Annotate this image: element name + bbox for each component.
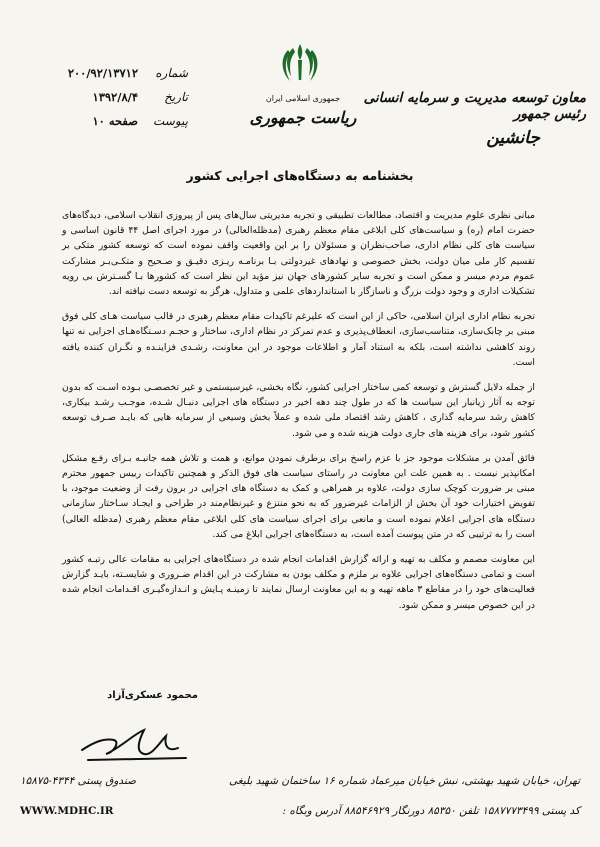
letter-subject: بخشنامه به دستگاه‌های اجرایی کشور	[186, 168, 414, 183]
national-emblem-icon	[278, 40, 322, 88]
attachment-value: ۱۰ صفحه	[92, 114, 138, 128]
deputy-title: جانشین	[486, 128, 540, 148]
body-paragraph: تجربه نظام اداری ایران اسلامی، حاکی از این است که علیرغم تاکیدات مقام معظم رهبری در قالب سیاست هـای کلی فوق مبنی بر چابک‌سازی، متناسب‌سازی، انعطاف‌پذیری و عدم تمرکز در نظام اداری، ساختار و حجـم دسـتگاه‌هـای اجرایی نه تنها روند کاهشی نداشته است، بلکه به استناد آمار و اطلاعات موجود در این معاونت، رشـدی فزاینـده و نگـران کننده یافته است.	[62, 311, 535, 368]
date-value: ۱۳۹۲/۸/۴	[92, 90, 138, 104]
footer-contact: کد پستی ۱۵۸۷۷۷۳۴۹۹ تلفن ۸۵۳۵۰ دورنگار ۸۸۵۴۶۹۲۹ آدرس وبگاه :	[282, 805, 580, 817]
letter-meta	[18, 66, 188, 138]
date-label: تاریخ	[164, 90, 188, 104]
letter-body	[62, 208, 535, 623]
letter-date-row	[18, 90, 188, 114]
letter-footer	[20, 775, 580, 835]
footer-website-link[interactable]: WWW.MDHC.IR	[20, 805, 114, 817]
office-title: معاون توسعه مدیریت و سرمایه انسانی رئیس جمهور	[363, 90, 586, 122]
attachment-label: پیوست	[153, 114, 188, 128]
letter-attachment-row	[18, 114, 188, 138]
footer-po-box: صندوق پستی ۴۳۴۴-۱۵۸۷۵	[20, 775, 137, 787]
number-label: شماره	[155, 66, 188, 80]
body-paragraph: این معاونت مصمم و مکلف به تهیه و ارائه گزارش اقدامات انجام شده در دستگاه‌های اجرایی به مقامات عالی رتبـه کشور است و تمامی دستگاه‌های اجرایی علاوه بر ملزم و مکلف بودن به مشارکت در این اقدام ضـروری و شایسـته، بایـد گزارش فعالیت‌های خود را در مقاطع ۳ ماهه تهیه و به این معاونت ارسال نمایند تا زمینـه پـایش و انـدازه‌گیـری اقـدامات انجام شده در این خصوص میسر و ممکن شود.	[62, 554, 535, 611]
body-paragraph: مبانی نظری علوم مدیریت و اقتصاد، مطالعات تطبیقی و تجربه مدیریتی سال‌های پس از پیروزی انقلاب اسلامی، دیدگاه‌های حضرت امام (ره) و سیاست‌های کلی ابلاغی مقام معظم رهبری (مدظله‌العالی) در مورد اجرای اصل ۴۴ قانون اساسی و سیاست های کلی نظام اداری، صاحب‌نظران و مسئولان را بر این واقعیت واقف نموده است که توسعه کشور متکی بر تقسیم کار ملی میان دولت، بخش خصوصی و نهادهای غیردولتی بـا برنامـه ریـزی دقیـق و صـحیح و متکـی‌بـر مشارکت عموم مردم میسر و ممکن است و تجربه سایر کشورهای جهان نیز مؤید این نظر است که کشورها بـا گسـترش بی رویه تشکیلات اداری و وجود دولت بزرگ و ناسازگار با استانداردهای علمی و متداول، هرگز به توسعه دست نیافته اند.	[62, 210, 535, 298]
body-paragraph: فائق آمدن بر مشکلات موجود جز با عزم راسخ برای برطرف نمودن موانع، و همت و تلاش همه جانبـه بـرای رفـع مشکل امکانپذیر نیست . به همین علت این معاونت در راستای سیاست های فوق الذکر و همچنین تاکیدات رییس جمهور محترم مبنی بر ضرورت کوچک سازی دولت، علاوه بر همراهی و کمک به دستگاه های اجرایی در برون رفت از وضعیت موجود، با تفویض اختیارات خود آن بخش از الزامات غیرضرور که به نحو منتزع و غیرنظام‌مند در طراحی و ایجـاد سـاختار سازمانی دستگاه های اجرایی اعلام نموده است و مانعی برای اجرای سیاست های کلی ابلاغی مقام معظم رهبری (مدظله العالی) است را به ترتیبی که در متن پیوست آمده است، به دستگاه‌های اجرایی ابلاغ می کند.	[62, 452, 535, 540]
handwritten-signature	[74, 712, 194, 768]
letter-number-row	[18, 66, 188, 90]
presidency-title: ریاست جمهوری	[249, 108, 357, 127]
emblem-caption: جمهوری اسلامی ایران	[265, 94, 341, 103]
body-paragraph: از جمله دلایل گسترش و توسعه کمی ساختار اجرایی کشور، نگاه بخشی، غیرسیستمی و غیر تخصصـی بـوده اسـت که بدون توجه به آثار زیانبار این سیاست ها که در طول چند دهه اخیر در دستگاه های اجرایی دنبـال شـده، موجـب رشـد بیکاری، کاهش رشد سرمایه گذاری ، کاهش رشد اقتصاد ملی شده و عملاً بخش وسیعی از سرمایه هایی که بایـد صـرف توسعه کشور شود، برای هزینه های جاری دولت هزینه شده و می شود.	[62, 382, 535, 439]
signatory-name: محمود عسکری‌آزاد	[107, 690, 198, 701]
number-value: ۲۰۰/۹۲/۱۳۷۱۲	[67, 66, 138, 80]
footer-address: تهران، خیابان شهید بهشتی، نبش خیابان میرعماد شماره ۱۶ ساختمان شهید بلیغی	[229, 775, 580, 787]
